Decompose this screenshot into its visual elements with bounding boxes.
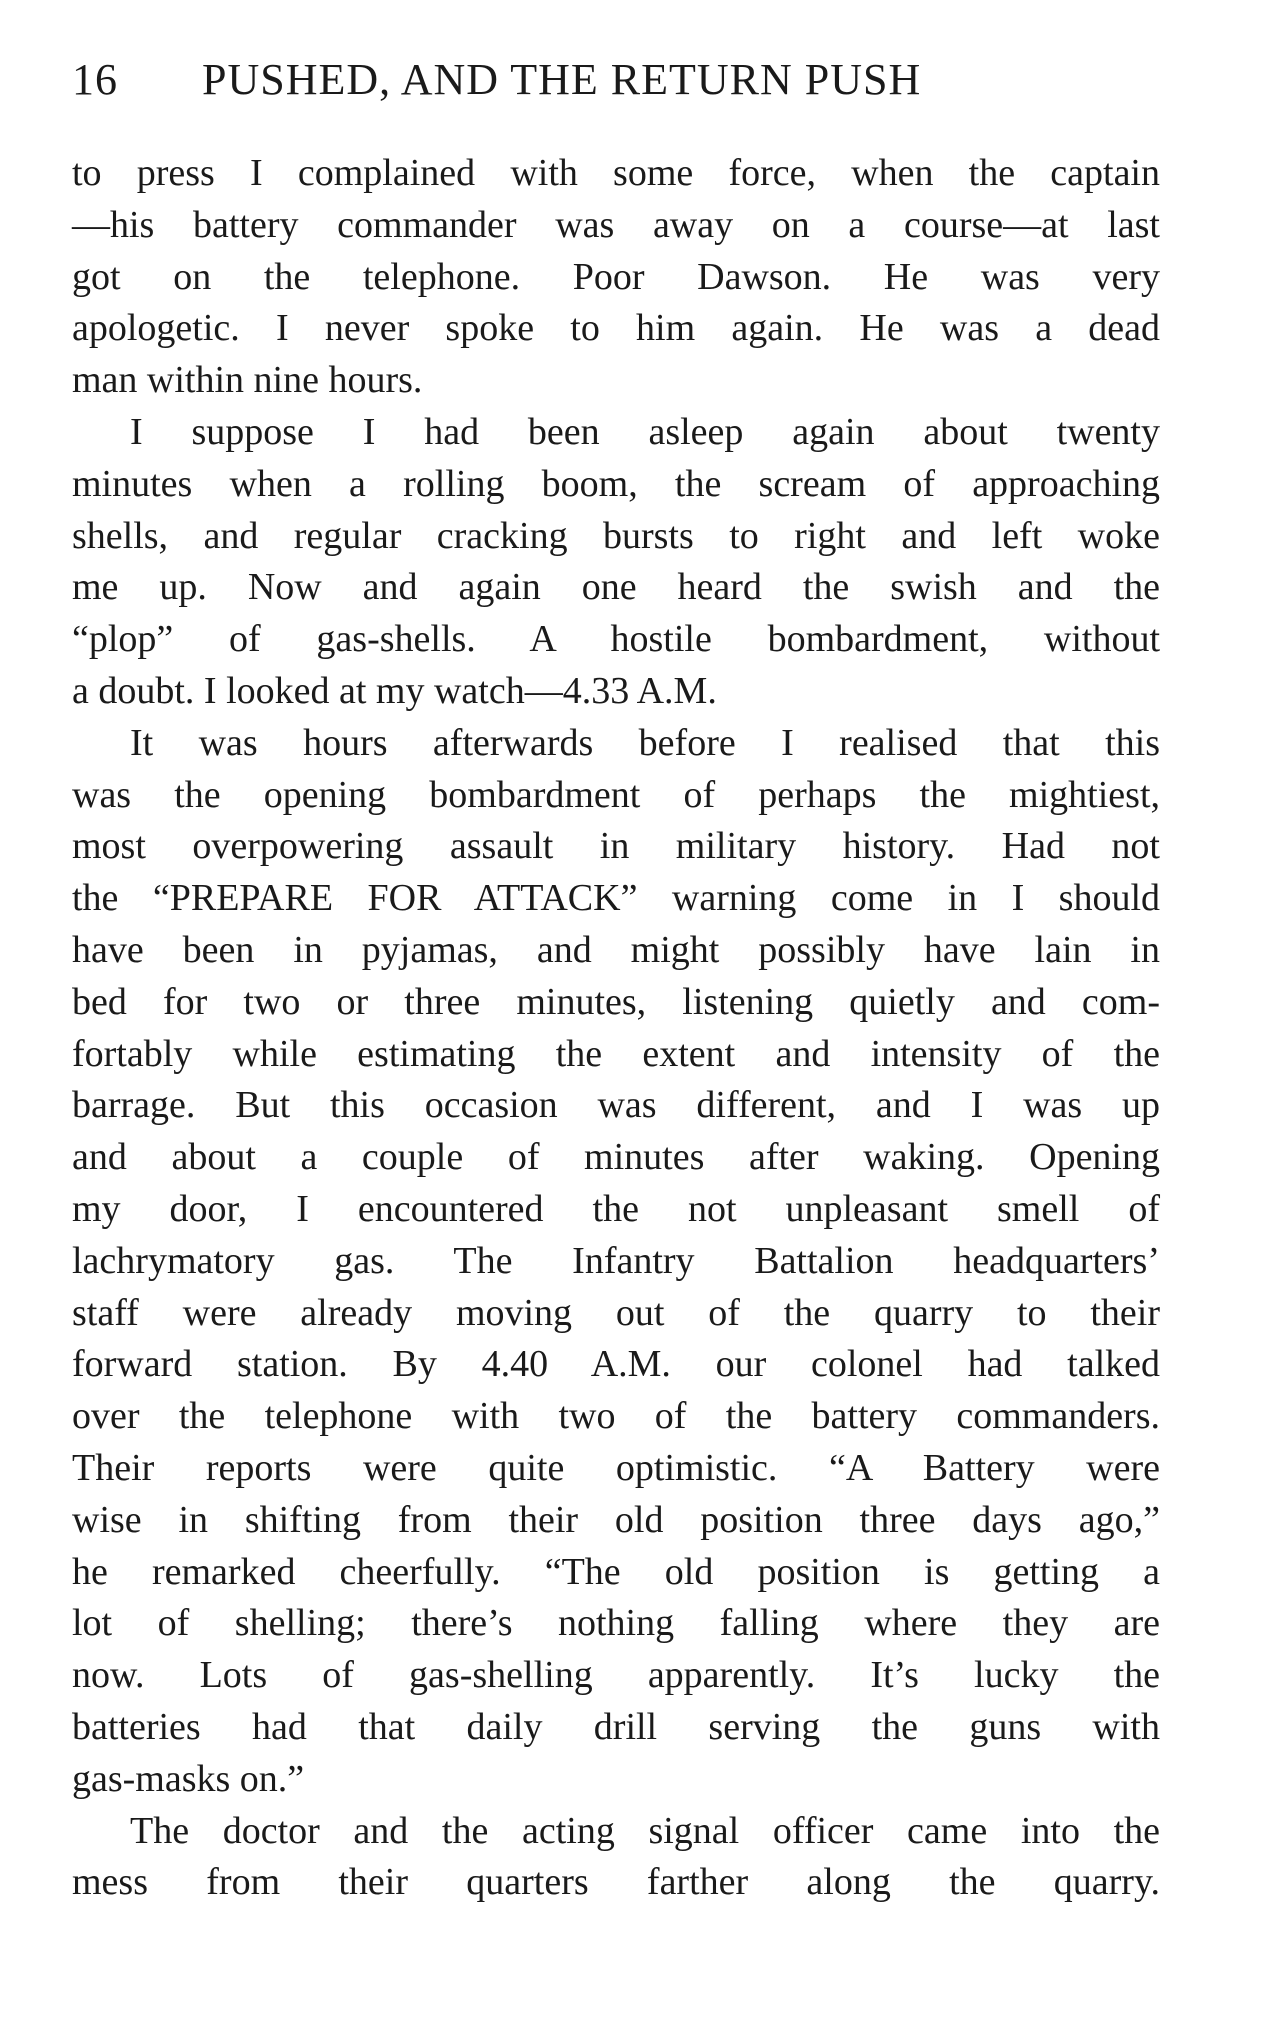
text-line: forward station. By 4.40 A.M. our colonel had talked <box>72 1343 1160 1386</box>
text-line: The doctor and the acting signal officer came into the <box>130 1809 1160 1852</box>
text-line: and about a couple of minutes after waking. Opening <box>72 1136 1160 1179</box>
text-line: bed for two or three minutes, listening quietly and com- <box>72 980 1160 1023</box>
running-title: PUSHED, AND THE RETURN PUSH <box>202 55 922 104</box>
text-line: me up. Now and again one heard the swish and the <box>72 566 1160 609</box>
text-line: batteries had that daily drill serving the guns with <box>72 1705 1160 1748</box>
text-line: he remarked cheerfully. “The old position is getting a <box>72 1550 1160 1593</box>
text-line: Their reports were quite optimistic. “A Battery were <box>72 1446 1160 1489</box>
text-line: was the opening bombardment of perhaps the mightiest, <box>72 773 1160 816</box>
text-line: my door, I encountered the not unpleasant smell of <box>72 1187 1160 1230</box>
text-line: got on the telephone. Poor Dawson. He was very <box>72 255 1160 298</box>
page-number: 16 <box>72 55 118 104</box>
text-line: lot of shelling; there’s nothing falling where they are <box>72 1602 1160 1645</box>
text-line: have been in pyjamas, and might possibly have lain in <box>72 928 1160 971</box>
text-line: shells, and regular cracking bursts to right and left woke <box>72 514 1160 557</box>
text-line: man within nine hours. <box>72 359 423 402</box>
text-line: a doubt. I looked at my watch—4.33 A.M. <box>72 669 717 712</box>
running-header <box>72 52 1148 108</box>
text-line: wise in shifting from their old position three days ago,” <box>72 1498 1160 1541</box>
text-line: mess from their quarters farther along the quarry. <box>72 1861 1160 1904</box>
text-line: gas-masks on.” <box>72 1757 305 1800</box>
text-line: now. Lots of gas-shelling apparently. It’s lucky the <box>72 1654 1160 1697</box>
text-line: It was hours afterwards before I realised that this <box>130 721 1160 764</box>
text-line: fortably while estimating the extent and intensity of the <box>72 1032 1160 1075</box>
text-line: lachrymatory gas. The Infantry Battalion headquarters’ <box>72 1239 1160 1282</box>
text-line: most overpowering assault in military history. Had not <box>72 825 1160 868</box>
text-line: over the telephone with two of the battery commanders. <box>72 1395 1160 1438</box>
body-text <box>72 148 1160 1909</box>
text-line: the “PREPARE FOR ATTACK” warning come in I should <box>72 877 1160 920</box>
text-line: to press I complained with some force, when the captain <box>72 152 1160 194</box>
text-line: barrage. But this occasion was different, and I was up <box>72 1084 1160 1127</box>
text-line: “plop” of gas-shells. A hostile bombardment, without <box>72 618 1160 661</box>
text-line: —his battery commander was away on a course—at last <box>72 203 1160 246</box>
text-line: staff were already moving out of the quarry to their <box>72 1291 1160 1334</box>
text-line: I suppose I had been asleep again about twenty <box>130 410 1160 453</box>
text-line: apologetic. I never spoke to him again. He was a dead <box>72 307 1160 350</box>
text-line: minutes when a rolling boom, the scream of approaching <box>72 462 1160 505</box>
